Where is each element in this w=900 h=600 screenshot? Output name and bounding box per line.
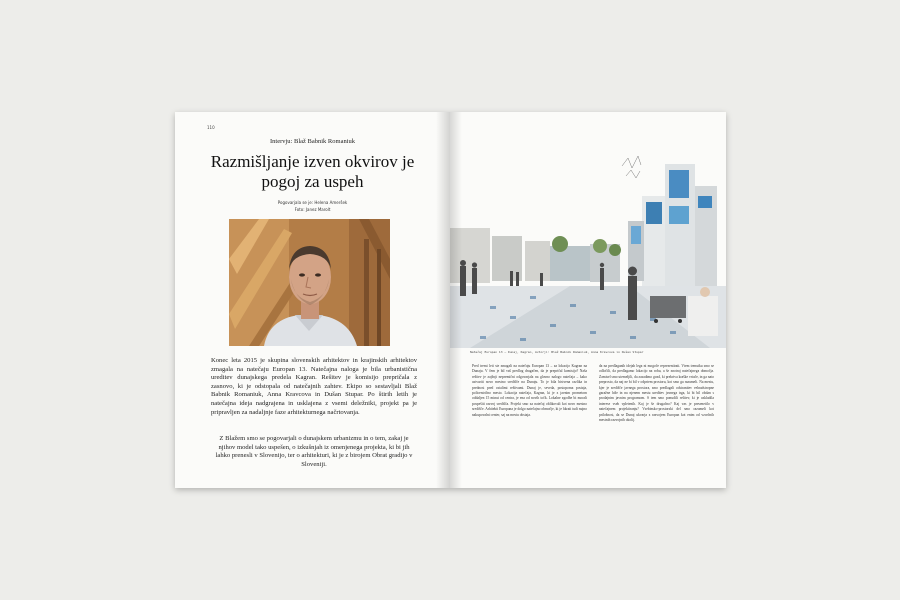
- left-page: [175, 112, 450, 488]
- gutter-shadow: [436, 112, 450, 488]
- illustration-caption: Natečaj Europan 13 – Dunaj, Kagran, Avtorji: Blaž Babnik Romaniuk, Anna Kravcova in Dušan Stupar: [470, 350, 644, 354]
- portrait-photo: [229, 219, 390, 346]
- article-kicker: Intervju: Blaž Babnik Romaniuk: [269, 138, 356, 145]
- gutter-shadow-right: [450, 112, 462, 488]
- magazine-spread: [175, 112, 726, 488]
- intro-paragraph-1: Konec leta 2015 je skupina slovenskih arhitektov in krajinskih arhitektov zmagala na natečaju Europan 13. Natečajna naloga je bila urbanistična ureditev dunajskega predela Kagran. Rešitev je komisijo prepričala z zasnovo, ki je odstopala od natečajnih zahtev. Ekipo so sestavljali Blaž Babnik Romaniuk, Anna Kravcova in Dušan Stupar. Po štirih letih je natečajna ideja nadgrajena in usklajena z vsemi deležniki, projekt pa je pripravljen za nadaljnje faze arhitekturnega načrtovanja.: [211, 357, 417, 416]
- byline-photo: Foto: Janez Marolt: [294, 207, 331, 212]
- article-column-1: Pred tremi leti ste zmagali na natečaju Europan 13 – za lokacijo Kagran na Dunaju. V čem je bil vaš predlog drugačen, da je prepričal komisijo? Naša rešitev je zajšnji nepremični odgovarjala na glavno nalogo natečaja – kako ustvariti novo mestno središče na Dunaju. To je bila bistvena razlika in prednost pred ostalimi rešitvami. Dunaj je, seveda, postopoma postaja, policentrično mesto. Lokacija natečaja, Kagran, ki je z javnim prometom oddaljen 15 minut od centra, je ena od novih točk. Lokalne zgodbe bi morali pospešiti razvoj središča. Projekt smo za natečaj oblikovali kot novo mestno središče. Arhitekti Europana je dolgo natečajno območje, ki je hkrati tudi nujno nakupovalni center, saj na mestu obstaja.: [472, 364, 587, 417]
- page-number: 110: [207, 125, 215, 130]
- intro-paragraph-2: Z Blažem smo se pogovarjali o dunajskem urbanizmu in o tem, zakaj je njihov model tako uspešen, o izkušnjah iz omenjenega projekta, ki bi jih lahko prenesli v Slovenijo, ter o arhitekturi, ki je z birojem Obrat gradijo v Sloveniji.: [215, 435, 413, 468]
- article-title: Razmišljanje izven okvirov je pogoj za uspeh: [210, 152, 415, 191]
- byline-interview: Pogovarjala se je: Helena Ameršek: [277, 200, 348, 205]
- article-column-2: da na predlaganih idejah lega ni mogoče reprezentirati. Vtem trenutku smo se odločili, da predlagamo lokacijo na robu, a še znotraj natečajnega območja. Zamisel smo utemeljili, da zasadimo gozd, ki prekriva kraške vrtače, in ga nato preprosto, da naj ne bi bil v odprtem prostoru, kot smo ga razumeli. Na mestu, kjer je središče javnega prostora, smo predlagali odstranitev velnadstropne garažne hiše in na njenem mestu ureditev javnega trga, ki bi bil obdan s prodajnim javnim programom. S tem smo ponudili rešitev, ki je uskladila interese vseh vpletenih. Kaj je še drugačno? Kaj vas je presenetilo v natečajnem projektiranju? Vsebinsko-prostorski del smo razumeli kot priložnost, da se Dunaj ukvarja z razvojem Europan kot enim od vzorčnih mestnih razvojnih okolij.: [599, 364, 714, 423]
- right-page: [450, 112, 726, 488]
- urban-illustration: [450, 146, 726, 348]
